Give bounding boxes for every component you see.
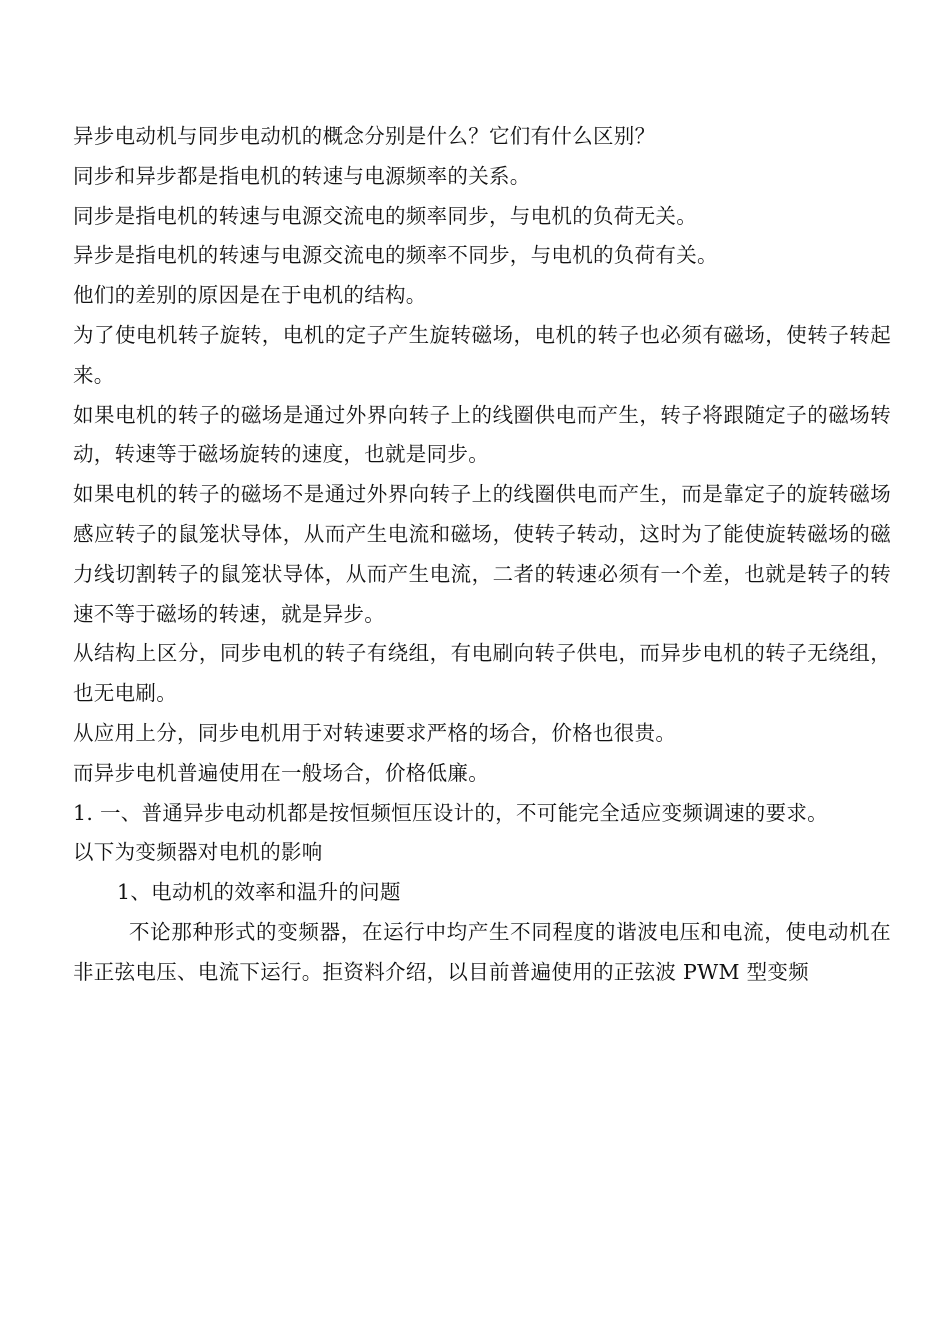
paragraph: 为了使电机转子旋转，电机的定子产生旋转磁场，电机的转子也必须有磁场，使转子转起来。 <box>73 322 891 387</box>
numbered-item: 1. 一、普通异步电动机都是按恒频恒压设计的，不可能完全适应变频调速的要求。 <box>73 800 828 825</box>
paragraph: 同步和异步都是指电机的转速与电源频率的关系。 <box>73 163 531 188</box>
document-body <box>73 117 891 993</box>
paragraph: 从结构上区分，同步电机的转子有绕组，有电刷向转子供电，而异步电机的转子无绕组，也无电刷。 <box>73 641 891 706</box>
paragraph: 异步是指电机的转速与电源交流电的频率不同步，与电机的负荷有关。 <box>73 243 718 268</box>
question-title: 异步电动机与同步电动机的概念分别是什么？它们有什么区别？ <box>73 124 656 148</box>
paragraph: 而异步电机普遍使用在一般场合，价格低廉。 <box>73 760 489 785</box>
paragraph: 同步是指电机的转速与电源交流电的频率同步，与电机的负荷无关。 <box>73 203 697 228</box>
paragraph: 从应用上分，同步电机用于对转速要求严格的场合，价格也很贵。 <box>73 720 677 745</box>
paragraph: 不论那种形式的变频器，在运行中均产生不同程度的谐波电压和电流，使电动机在非正弦电压、电流下运行。拒资料介绍，以目前普遍使用的正弦波 PWM 型变频 <box>73 919 891 984</box>
paragraph: 如果电机的转子的磁场不是通过外界向转子上的线圈供电而产生，而是靠定子的旋转磁场感应转子的鼠笼状导体，从而产生电流和磁场，使转子转动，这时为了能使旋转磁场的磁力线切割转子的鼠笼状导体，从而产生电流，二者的转速必须有一个差，也就是转子的转速不等于磁场的转速，就是异步。 <box>73 482 891 626</box>
paragraph: 如果电机的转子的磁场是通过外界向转子上的线圈供电而产生，转子将跟随定子的磁场转动，转速等于磁场旋转的速度，也就是同步。 <box>73 402 891 467</box>
section-intro: 以下为变频器对电机的影响 <box>73 840 323 865</box>
subsection-heading: 1、电动机的效率和温升的问题 <box>117 880 401 905</box>
paragraph: 他们的差别的原因是在于电机的结构。 <box>73 283 427 308</box>
